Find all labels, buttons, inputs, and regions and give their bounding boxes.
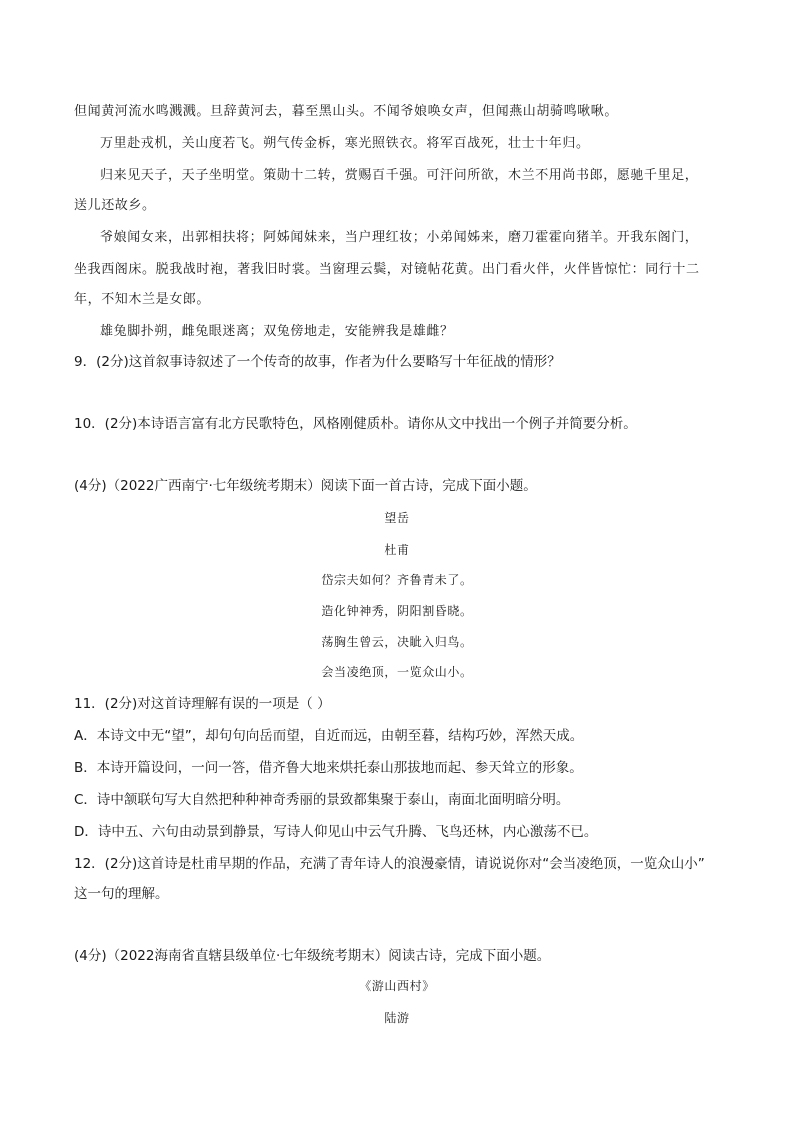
question-10: 10．(2分)本诗语言富有北方民歌特色，风格刚健质朴。请你从文中找出一个例子并简要分析。: [74, 416, 637, 432]
poem-title: 《游山西村》: [359, 979, 435, 993]
section-heading: (4分)（2022广西南宁·七年级统考期末）阅读下面一首古诗，完成下面小题。: [74, 478, 537, 494]
option-c: C．诗中颔联句写大自然把种种神奇秀丽的景致都集聚于泰山，南面北面明暗分明。: [74, 792, 570, 808]
poem-line: 归来见天子，天子坐明堂。策勋十二转，赏赐百千强。可汗问所欲，木兰不用尚书郎，愿驰千里足，: [100, 168, 699, 183]
poem-line: 年，不知木兰是女郎。: [74, 292, 211, 307]
option-d: D．诗中五、六句由动景到静景，写诗人仰见山中云气升腾、飞鸟还林，内心激荡不已。: [74, 824, 598, 840]
poem-line: 岱宗夫如何？齐鲁青未了。: [321, 573, 473, 587]
poem-author: 杜甫: [384, 543, 410, 557]
poem-line: 荡胸生曾云，决眦入归鸟。: [321, 635, 473, 649]
poem-line: 爷娘闻女来，出郭相扶将；阿姊闻妹来，当户理红妆；小弟闻姊来，磨刀霍霍向猪羊。开我东阁门，: [100, 230, 699, 245]
section-heading: (4分)（2022海南省直辖县级单位·七年级统考期末）阅读古诗，完成下面小题。: [74, 948, 551, 964]
poem-author: 陆游: [384, 1011, 410, 1025]
poem-line: 雄兔脚扑朔，雌兔眼迷离；双兔傍地走，安能辨我是雄雌？: [100, 324, 454, 339]
option-b: B．本诗开篇设问，一问一答，借齐鲁大地来烘托泰山那拔地而起、参天耸立的形象。: [74, 760, 583, 776]
question-12: 12．(2分)这首诗是杜甫早期的作品，充满了青年诗人的浪漫豪情，请说说你对“会当凌绝顶，一览众山小”: [74, 856, 705, 872]
poem-line: 但闻黄河流水鸣溅溅。旦辞黄河去，暮至黑山头。不闻爷娘唤女声，但闻燕山胡骑鸣啾啾。: [74, 104, 619, 119]
poem-line: 万里赴戎机，关山度若飞。朔气传金柝，寒光照铁衣。将军百战死，壮士十年归。: [100, 136, 590, 151]
poem-line: 造化钟神秀，阴阳割昏晓。: [321, 604, 473, 618]
question-12-cont: 这一句的理解。: [74, 886, 169, 902]
question-9: 9．(2分)这首叙事诗叙述了一个传奇的故事，作者为什么要略写十年征战的情形？: [74, 354, 561, 370]
poem-line: 坐我西阁床。脱我战时袍，著我旧时裳。当窗理云鬓，对镜帖花黄。出门看火伴，火伴皆惊忙：同行十二: [74, 262, 700, 277]
poem-line: 送儿还故乡。: [74, 198, 156, 213]
poem-line: 会当凌绝顶，一览众山小。: [321, 665, 473, 679]
option-a: A．本诗文中无“望”，却句句向岳而望，自近而远，由朝至暮，结构巧妙，浑然天成。: [74, 728, 584, 744]
question-11: 11．(2分)对这首诗理解有误的一项是（ ）: [74, 696, 331, 712]
poem-title: 望岳: [384, 511, 410, 525]
